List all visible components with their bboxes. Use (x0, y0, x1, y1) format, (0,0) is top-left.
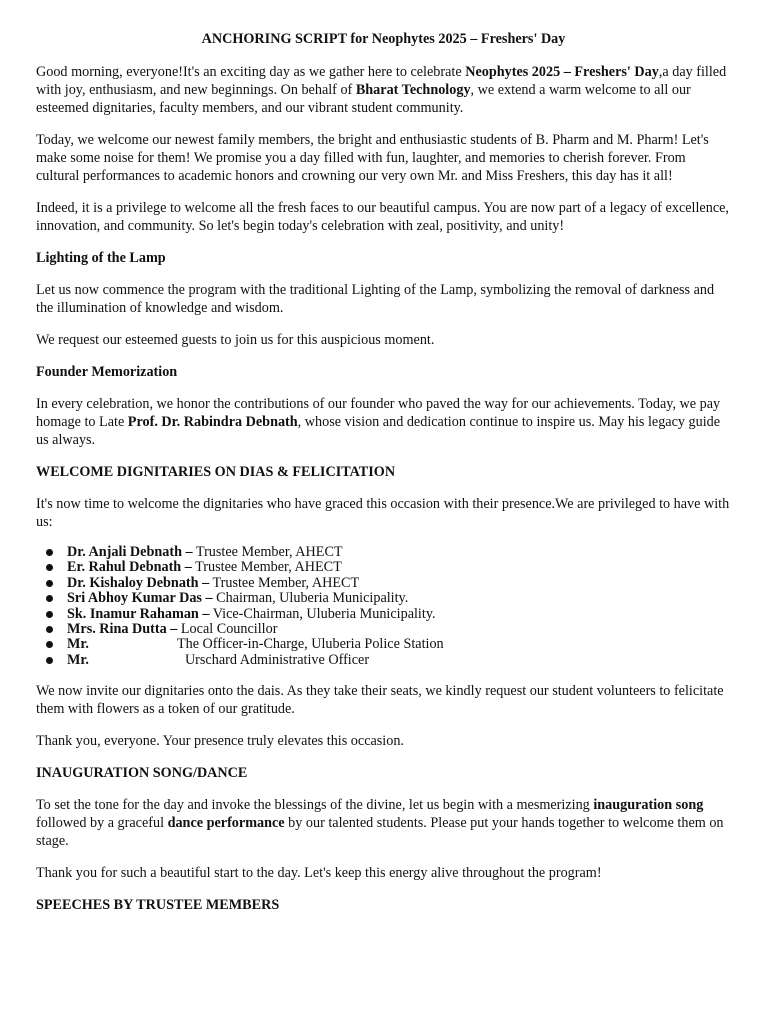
dignitary-name: Sri Abhoy Kumar Das – (67, 590, 213, 607)
founder-paragraph (36, 395, 731, 449)
bullet-icon (46, 641, 53, 648)
list-item (36, 591, 731, 606)
dignitary-name: Mr. (67, 636, 89, 653)
list-item (36, 637, 731, 652)
list-item (36, 607, 731, 622)
dance-performance: dance performance (167, 815, 285, 832)
inauguration-paragraph-2: Thank you for such a beautiful start to the day. Let's keep this energy alive throughout the program! (36, 865, 602, 882)
bullet-icon (46, 611, 53, 618)
dignitary-name: Mr. (67, 651, 89, 668)
bullet-icon (46, 580, 53, 587)
founder-text: In every celebration, we honor the contributions of our founder who paved the way for our achievements. Today, we pay homage to Late (36, 396, 721, 430)
lamp-paragraph-2: We request our esteemed guests to join us for this auspicious moment. (36, 332, 435, 348)
section-heading-lamp: Lighting of the Lamp (36, 250, 166, 266)
document-page (36, 30, 731, 928)
intro-text: , we extend a warm welcome to all our esteemed dignitaries, faculty members, and our vibrant student community. (36, 82, 691, 116)
dignitary-name: Er. Rahul Debnath – (67, 559, 192, 576)
event-name: Neophytes 2025 – Freshers' Day (465, 64, 659, 80)
bullet-icon (46, 564, 53, 571)
section-heading-speeches: SPEECHES BY TRUSTEE MEMBERS (36, 897, 280, 914)
dignitary-name: Mrs. Rina Dutta – (67, 620, 178, 637)
organization-name: Bharat Technology (355, 82, 471, 98)
inauguration-paragraph-1 (36, 796, 731, 850)
bullet-icon (46, 626, 53, 633)
inauguration-text: To set the tone for the day and invoke the blessings of the divine, let us begin with a mesmerizing (36, 797, 594, 814)
document-title: ANCHORING SCRIPT for Neophytes 2025 – Freshers' Day (201, 31, 566, 47)
section-heading-welcome: WELCOME DIGNITARIES ON DIAS & FELICITATION (36, 464, 396, 480)
founder-name: Prof. Dr. Rabindra Debnath (127, 414, 298, 430)
intro-paragraph-1 (36, 63, 731, 117)
inauguration-song: inauguration song (593, 797, 704, 814)
list-item (36, 622, 731, 637)
dignitary-name: Dr. Kishaloy Debnath – (67, 574, 210, 591)
dignitary-name: Dr. Anjali Debnath – (67, 544, 193, 560)
dignitary-name: Sk. Inamur Rahaman – (67, 605, 210, 622)
intro-paragraph-3: Indeed, it is a privilege to welcome all the fresh faces to our beautiful campus. You are now part of a legacy of excellence, innovation, and community. So let's begin today's celebration with zeal, positivity, and unity! (36, 200, 729, 234)
dignitary-role: Urschard Administrative Officer (184, 651, 370, 668)
section-heading-inauguration: INAUGURATION SONG/DANCE (36, 765, 248, 782)
bullet-icon (46, 595, 53, 602)
list-item (36, 560, 731, 575)
dignitary-role: Trustee Member, AHECT (209, 574, 360, 591)
inauguration-text: by our talented students. Please put your hands together to welcome them on stage. (36, 815, 724, 850)
dignitary-role: Chairman, Uluberia Municipality. (212, 590, 409, 607)
intro-text: ,a day filled with joy, enthusiasm, and new beginnings. On behalf of (36, 64, 727, 98)
list-item (36, 576, 731, 591)
list-item (36, 545, 731, 560)
list-item (36, 653, 731, 668)
founder-text: , whose vision and dedication continue to inspire us. May his legacy guide us always. (36, 414, 721, 448)
welcome-paragraph-1: It's now time to welcome the dignitaries who have graced this occasion with their presence.We are privileged to have with us: (36, 496, 730, 530)
dignitary-role: Local Councillor (177, 620, 278, 637)
section-heading-founder: Founder Memorization (36, 364, 178, 380)
intro-text: Good morning, everyone!It's an exciting day as we gather here to celebrate (36, 64, 466, 80)
intro-paragraph-2: Today, we welcome our newest family members, the bright and enthusiastic students of B. Pharm and M. Pharm! Let's make some noise for them! We promise you a day filled with fun, laughter, and memories to cherish forever. From cultural performances to academic honors and crowning our very own Mr. and Miss Freshers, this day has it all! (36, 132, 709, 184)
welcome-paragraph-2: We now invite our dignitaries onto the dais. As they take their seats, we kindly request our student volunteers to felicitate them with flowers as a token of our gratitude. (36, 683, 724, 718)
dignitary-role: Trustee Member, AHECT (192, 544, 343, 560)
bullet-icon (46, 657, 53, 664)
welcome-paragraph-3: Thank you, everyone. Your presence truly elevates this occasion. (36, 733, 404, 750)
bullet-icon (46, 549, 53, 556)
dignitary-role: Vice-Chairman, Uluberia Municipality. (209, 605, 436, 622)
dignitary-role: The Officer-in-Charge, Uluberia Police Station (176, 636, 444, 653)
dignitary-role: Trustee Member, AHECT (191, 559, 342, 576)
inauguration-text: followed by a graceful (36, 815, 168, 832)
dignitaries-list (36, 545, 731, 668)
lamp-paragraph-1: Let us now commence the program with the traditional Lighting of the Lamp, symbolizing the removal of darkness and the illumination of knowledge and wisdom. (36, 282, 715, 316)
